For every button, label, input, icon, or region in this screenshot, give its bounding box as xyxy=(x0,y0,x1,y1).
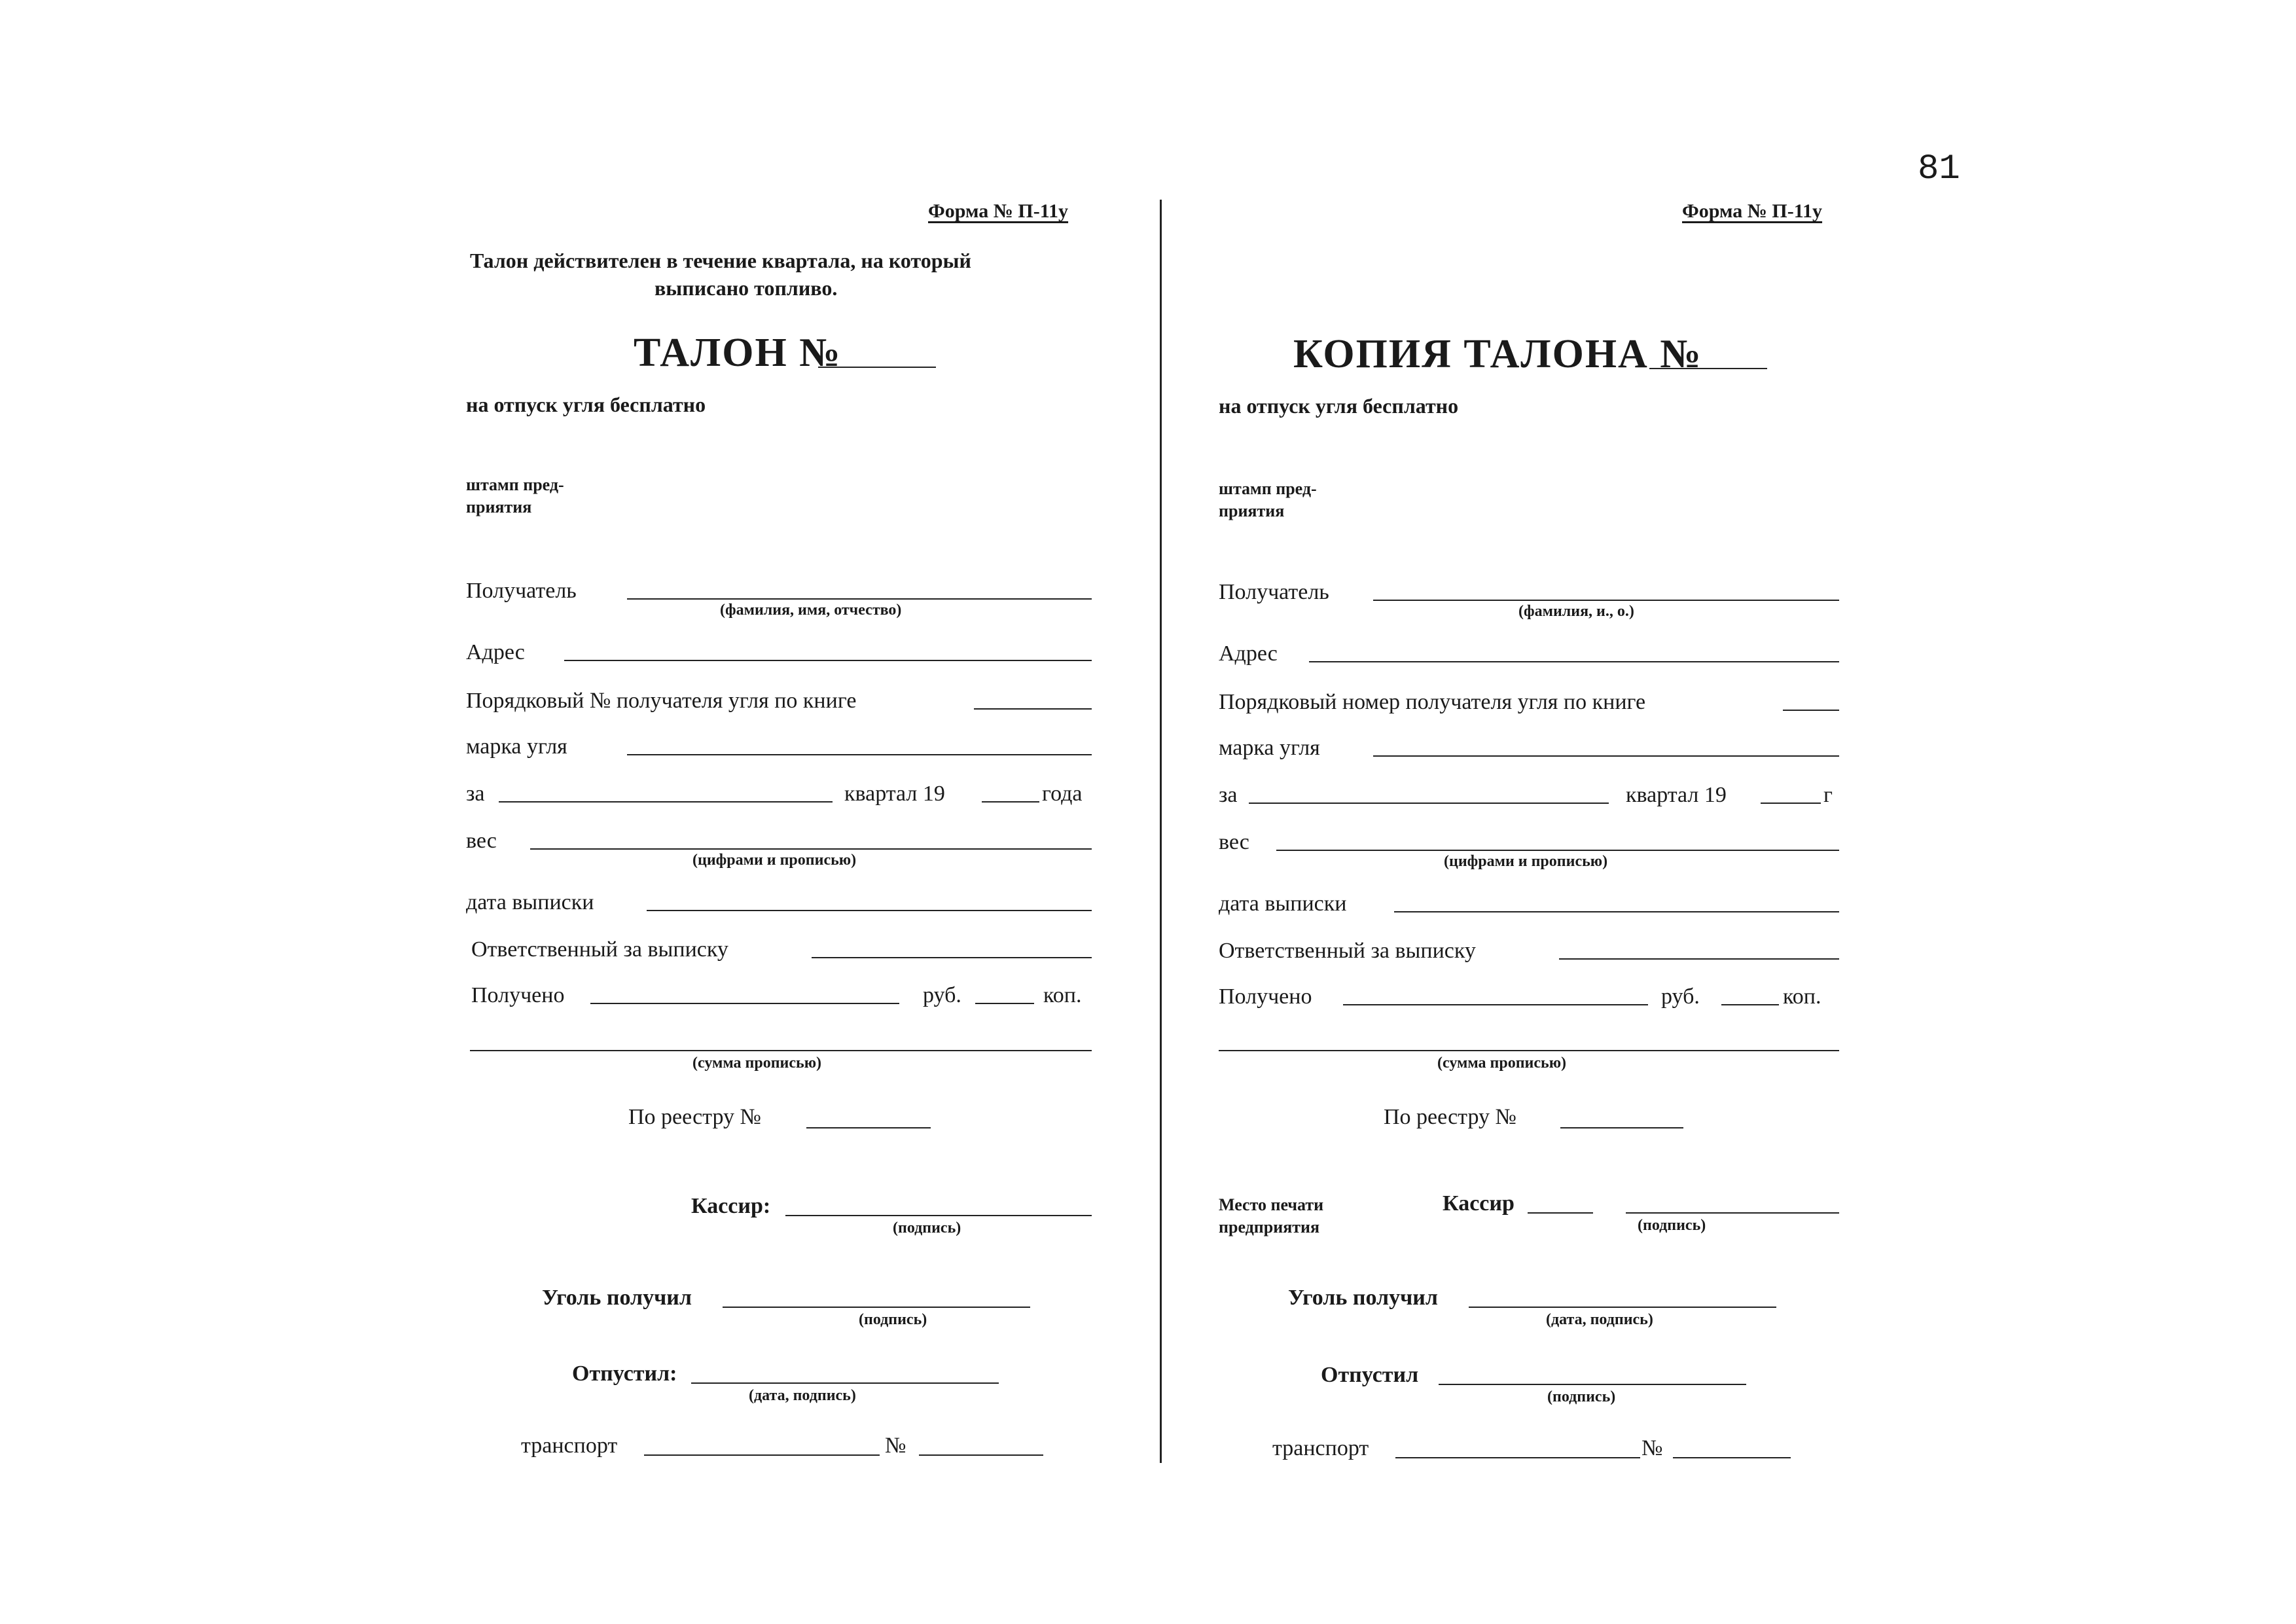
right-kop-label: коп. xyxy=(1783,984,1821,1009)
left-recipient-label: Получатель xyxy=(466,579,577,603)
left-recipient-caption: (фамилия, имя, отчество) xyxy=(720,602,902,619)
right-received-label: Получено xyxy=(1219,984,1312,1009)
left-kop-label: коп. xyxy=(1043,983,1082,1007)
left-received-label: Получено xyxy=(471,983,565,1007)
left-for-label: за xyxy=(466,782,485,806)
left-released-label: Отпустил: xyxy=(572,1362,677,1386)
left-address-label: Адрес xyxy=(466,640,525,664)
left-form-label: Форма № П-11у xyxy=(928,200,1069,222)
right-quarter-label: квартал 19 xyxy=(1626,783,1727,807)
right-registry-label: По реестру № xyxy=(1384,1105,1516,1129)
left-validity-note-2: выписано топливо. xyxy=(655,276,838,300)
right-weight-caption: (цифрами и прописью) xyxy=(1444,853,1608,870)
right-recipient-label: Получатель xyxy=(1219,580,1329,604)
left-weight-label: вес xyxy=(466,829,497,853)
right-order-number-label: Порядковый номер получателя угля по книге xyxy=(1219,690,1646,714)
right-transport-no-label: № xyxy=(1641,1436,1663,1460)
left-responsible-label: Ответственный за выписку xyxy=(471,937,728,962)
right-coal-received-label: Уголь получил xyxy=(1288,1286,1438,1310)
right-released-caption: (подпись) xyxy=(1547,1388,1616,1405)
left-coal-received-label: Уголь получил xyxy=(542,1286,692,1310)
right-issue-date-label: дата выписки xyxy=(1219,892,1347,916)
left-coal-received-caption: (подпись) xyxy=(859,1311,927,1328)
right-cashier-label: Кассир xyxy=(1443,1191,1515,1216)
left-title: ТАЛОН № xyxy=(634,331,842,375)
left-rub-label: руб. xyxy=(923,983,961,1007)
right-rub-label: руб. xyxy=(1661,984,1700,1009)
left-order-number-label: Порядковый № получателя угля по книге xyxy=(466,689,857,713)
left-coal-grade-label: марка угля xyxy=(466,734,567,759)
left-cashier-label: Кассир: xyxy=(691,1194,771,1218)
right-year-label: г xyxy=(1823,783,1833,807)
left-transport-label: транспорт xyxy=(521,1434,618,1458)
left-cashier-caption: (подпись) xyxy=(893,1219,961,1236)
right-recipient-caption: (фамилия, и., о.) xyxy=(1518,603,1634,620)
right-transport-label: транспорт xyxy=(1272,1436,1369,1460)
right-form-label: Форма № П-11у xyxy=(1682,200,1823,222)
left-validity-note-1: Талон действителен в течение квартала, на который xyxy=(470,249,971,272)
right-coal-grade-label: марка угля xyxy=(1219,736,1320,760)
center-divider xyxy=(1160,200,1162,1463)
left-weight-caption: (цифрами и прописью) xyxy=(692,852,857,869)
right-stamp-2: приятия xyxy=(1219,501,1285,520)
left-stamp-2: приятия xyxy=(466,497,532,516)
right-weight-label: вес xyxy=(1219,830,1249,854)
right-sum-caption: (сумма прописью) xyxy=(1437,1055,1567,1072)
left-released-caption: (дата, подпись) xyxy=(749,1387,856,1404)
right-seal-2: предприятия xyxy=(1219,1218,1320,1236)
page-number: 81 xyxy=(1918,149,1960,189)
left-sum-caption: (сумма прописью) xyxy=(692,1055,822,1072)
right-seal-1: Место печати xyxy=(1219,1195,1324,1214)
right-subtitle: на отпуск угля бесплатно xyxy=(1219,394,1459,418)
right-released-label: Отпустил xyxy=(1321,1363,1419,1387)
right-stamp-1: штамп пред- xyxy=(1219,479,1317,498)
left-issue-date-label: дата выписки xyxy=(466,890,594,914)
left-subtitle: на отпуск угля бесплатно xyxy=(466,393,706,416)
left-stamp-1: штамп пред- xyxy=(466,475,564,494)
left-transport-no-label: № xyxy=(885,1434,906,1458)
right-address-label: Адрес xyxy=(1219,641,1278,666)
left-registry-label: По реестру № xyxy=(628,1105,761,1129)
left-year-label: года xyxy=(1042,782,1083,806)
right-title: КОПИЯ ТАЛОНА № xyxy=(1293,332,1702,376)
left-quarter-label: квартал 19 xyxy=(844,782,945,806)
right-coal-received-caption: (дата, подпись) xyxy=(1546,1311,1653,1328)
right-cashier-caption: (подпись) xyxy=(1638,1217,1706,1234)
right-responsible-label: Ответственный за выписку xyxy=(1219,939,1476,963)
right-for-label: за xyxy=(1219,783,1238,807)
